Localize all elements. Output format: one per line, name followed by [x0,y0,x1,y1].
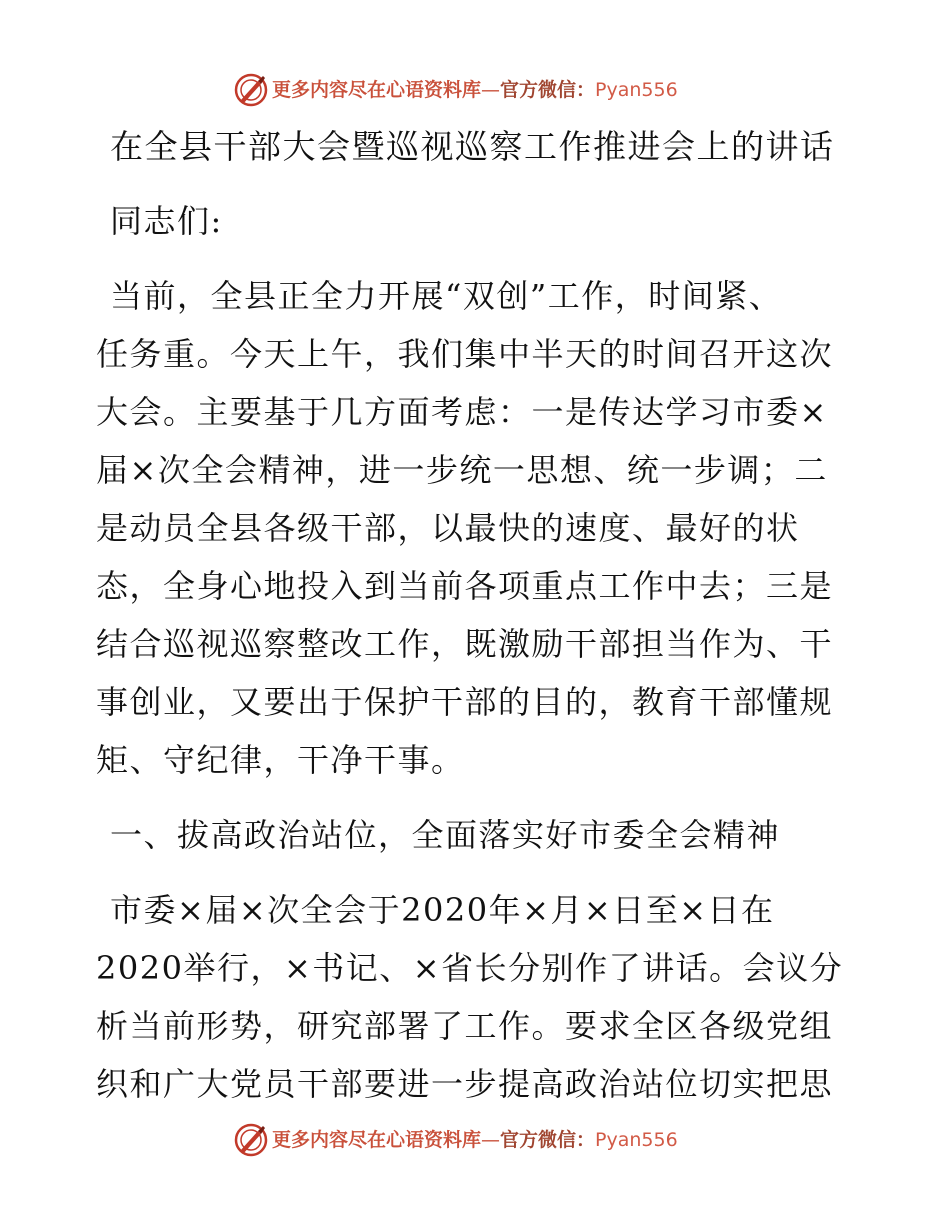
watermark-separator: — [481,1129,501,1151]
paragraph1-line: 矩、守纪律，干净干事。 [96,741,465,779]
paragraph1-line: 任务重。今天上午，我们集中半天的时间召开这次 [96,335,834,373]
paragraph2-line: 析当前形势，研究部署了工作。要求全区各级党组 [96,1007,834,1045]
watermark-banner-top [0,70,950,110]
paragraph2-line: 市委×届×次全会于2020年×月×日至×日在 [110,891,775,929]
section-heading-1: 一、拔高政治站位，全面落实好市委全会精神 [110,816,781,854]
salutation: 同志们: [110,202,223,240]
watermark-wechat-id: Pyan556 [595,79,678,101]
paragraph1-line: 事创业，又要出于保护干部的目的，教育干部懂规 [96,683,834,721]
paragraph1-line: 结合巡视巡察整改工作，既激励干部担当作为、干 [96,625,834,663]
watermark-separator: — [481,79,501,101]
document-title: 在全县干部大会暨巡视巡察工作推进会上的讲话 [110,127,835,166]
paragraph1-line: 态，全身心地投入到当前各项重点工作中去；三是 [96,567,834,605]
watermark-logo-icon [234,73,268,107]
paragraph1-line: 届×次全会精神，进一步统一思想、统一步调；二 [96,451,828,489]
watermark-main-text: 更多内容尽在心语资料库 [272,1129,482,1151]
watermark-official-label: 官方微信： [500,1129,596,1151]
watermark-logo-icon [234,1123,268,1157]
paragraph2-line: 织和广大党员干部要进一步提高政治站位切实把思 [96,1065,834,1103]
watermark-wechat-id: Pyan556 [595,1129,678,1151]
paragraph2-line: 2020举行，×书记、×省长分别作了讲话。会议分 [96,949,844,987]
paragraph1-line: 当前，全县正全力开展“双创”工作，时间紧、 [110,277,783,315]
watermark-official-label: 官方微信： [500,79,596,101]
watermark-text [272,76,678,104]
paragraph1-line: 大会。主要基于几方面考虑：一是传达学习市委× [96,393,828,431]
watermark-banner-bottom [0,1120,950,1160]
watermark-main-text: 更多内容尽在心语资料库 [272,79,482,101]
paragraph1-line: 是动员全县各级干部，以最快的速度、最好的状 [96,509,800,547]
watermark-text [272,1126,678,1154]
